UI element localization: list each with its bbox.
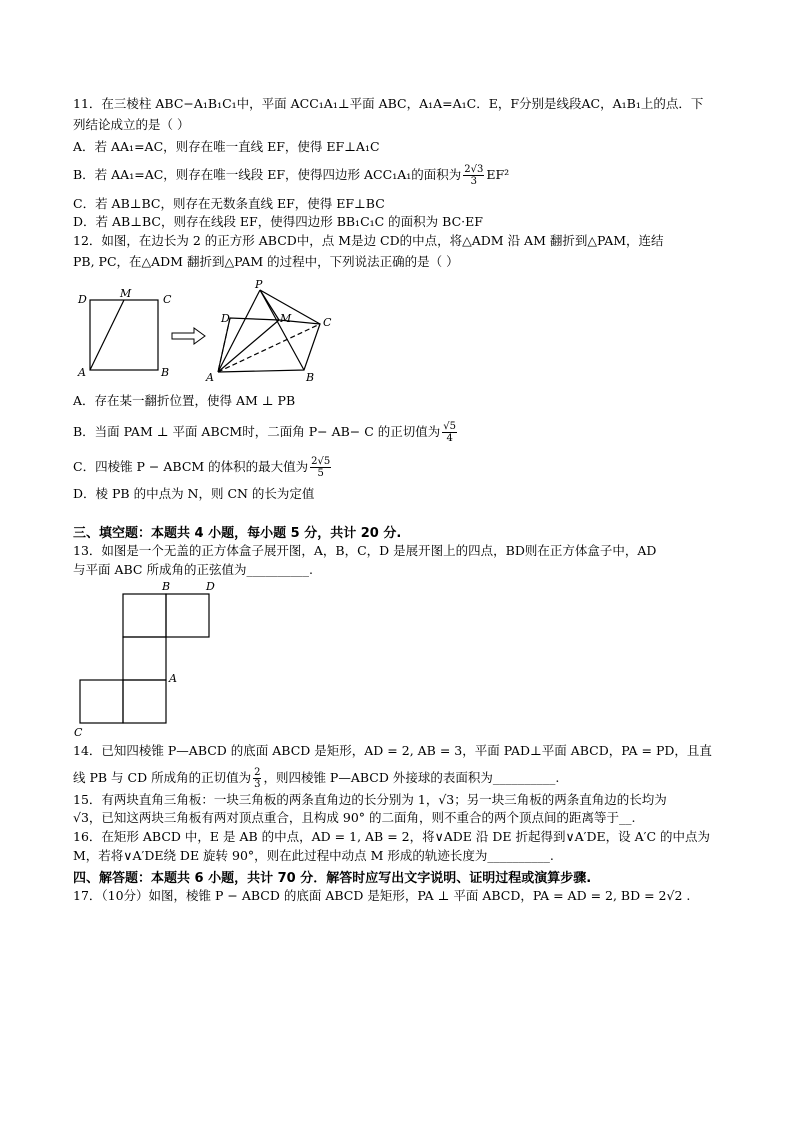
label-c-right: C [323, 316, 332, 329]
q14-fraction: $\frac{2}{3}$ [254, 767, 261, 790]
q12-option-b-fraction: $\frac{√5}{4}$ [443, 421, 456, 444]
q14-line2-tail: ，则四棱锥 P—ABCD 外接球的表面积为__________. [263, 770, 560, 785]
q12-option-c-fraction: $\frac{2√5}{5}$ [311, 456, 331, 479]
label-b: B [162, 580, 171, 593]
fold-arrow-icon [172, 328, 205, 344]
q16-line2: M，若将∨A′DE绕 DE 旋转 90°，则在此过程中动点 M 形成的轨迹长度为__________. [73, 848, 554, 863]
q13-line2: 与平面 ABC 所成角的正弦值为__________. [73, 562, 313, 577]
q12-option-b-text: B．当面 PAM ⊥ 平面 ABCM时，二面角 P− AB− C 的正切值为 [73, 424, 441, 439]
q14-line1: 14．已知四棱锥 P—ABCD 的底面 ABCD 是矩形，AD = 2, AB = 3，平面 PAD⊥平面 ABCD，PA = PD，且直 [73, 743, 712, 758]
q11-option-b [73, 164, 509, 187]
label-m-right: M [280, 312, 292, 325]
q15-line1: 15．有两块直角三角板：一块三角板的两条直角边的长分别为 1，√3；另一块三角板的两条直角边的长均为 [73, 792, 667, 807]
q15-line2: √3，已知这两块三角板有两对顶点重合，且构成 90° 的二面角，则不重合的两个顶点间的距离等于__. [73, 810, 636, 825]
q16-line1: 16．在矩形 ABCD 中，E 是 AB 的中点，AD = 1, AB = 2，将∨ADE 沿 DE 折起得到∨A′DE，设 A′C 的中点为 [73, 829, 711, 844]
section-3-heading: 三、填空题：本题共 4 小题，每小题 5 分，共计 20 分. [73, 526, 402, 541]
q12-stem-line2: PB, PC，在△ADM 翻折到△PAM 的过程中，下列说法正确的是（ ） [73, 254, 459, 269]
q12-stem-line1: 12．如图，在边长为 2 的正方形 ABCD中，点 M是边 CD的中点，将△ADM 沿 AM 翻折到△PAM，连结 [73, 233, 664, 248]
square-abcd [90, 300, 158, 370]
q11-option-d: D．若 AB⊥BC，则存在线段 EF，使得四边形 BB₁C₁C 的面积为 BC·EF [73, 214, 483, 229]
q11-option-a: A．若 AA₁=AC，则存在唯一直线 EF，使得 EF⊥A₁C [73, 139, 380, 154]
label-p-right: P [255, 278, 263, 291]
q12-option-c [73, 456, 333, 479]
q12-figure [72, 278, 342, 388]
label-d: D [206, 580, 215, 593]
segment-am [90, 300, 124, 370]
q13-cube-net [70, 578, 230, 740]
label-a: A [169, 672, 177, 685]
section-4-heading: 四、解答题：本题共 6 小题，共计 70 分．解答时应写出文字说明、证明过程或演算步骤. [73, 871, 592, 886]
q11-stem-line1: 11．在三棱柱 ABC−A₁B₁C₁中，平面 ACC₁A₁⊥平面 ABC，A₁A=A₁C．E，F分别是线段AC，A₁B₁上的点．下 [73, 96, 704, 111]
q12-option-c-text: C．四棱锥 P − ABCM 的体积的最大值为 [73, 459, 309, 474]
label-a-right: A [206, 371, 214, 384]
q12-option-a: A．存在某一翻折位置，使得 AM ⊥ PB [73, 393, 296, 408]
q11-option-b-fraction: $\frac{2√3}{3}$ [464, 164, 484, 187]
q11-option-c: C．若 AB⊥BC，则存在无数条直线 EF，使得 EF⊥BC [73, 196, 385, 211]
pyramid-figure [218, 290, 320, 372]
label-m-left: M [120, 287, 132, 300]
q11-stem-line2: 列结论成立的是（ ） [73, 117, 190, 132]
label-c: C [74, 726, 83, 739]
q13-line1: 13．如图是一个无盖的正方体盒子展开图，A，B，C，D 是展开图上的四点，BD则在正方体盒子中，AD [73, 543, 657, 558]
label-d-right: D [221, 312, 230, 325]
label-b-left: B [161, 366, 170, 379]
q11-option-b-tail: EF² [486, 167, 510, 182]
label-c-left: C [163, 293, 172, 306]
q12-option-b [73, 421, 459, 444]
q11-option-b-text: B．若 AA₁=AC，则存在唯一线段 EF，使得四边形 ACC₁A₁的面积为 [73, 167, 462, 182]
q14-line2-text: 线 PB 与 CD 所成角的正切值为 [73, 770, 252, 785]
q14-line2 [73, 767, 559, 790]
label-b-right: B [306, 371, 315, 384]
q12-option-d: D．棱 PB 的中点为 N，则 CN 的长为定值 [73, 486, 315, 501]
q17-line1: 17．（10分）如图，棱锥 P − ABCD 的底面 ABCD 是矩形，PA ⊥ 平面 ABCD，PA = AD = 2, BD = 2√2 . [73, 888, 691, 903]
label-d-left: D [78, 293, 87, 306]
label-a-left: A [78, 366, 86, 379]
